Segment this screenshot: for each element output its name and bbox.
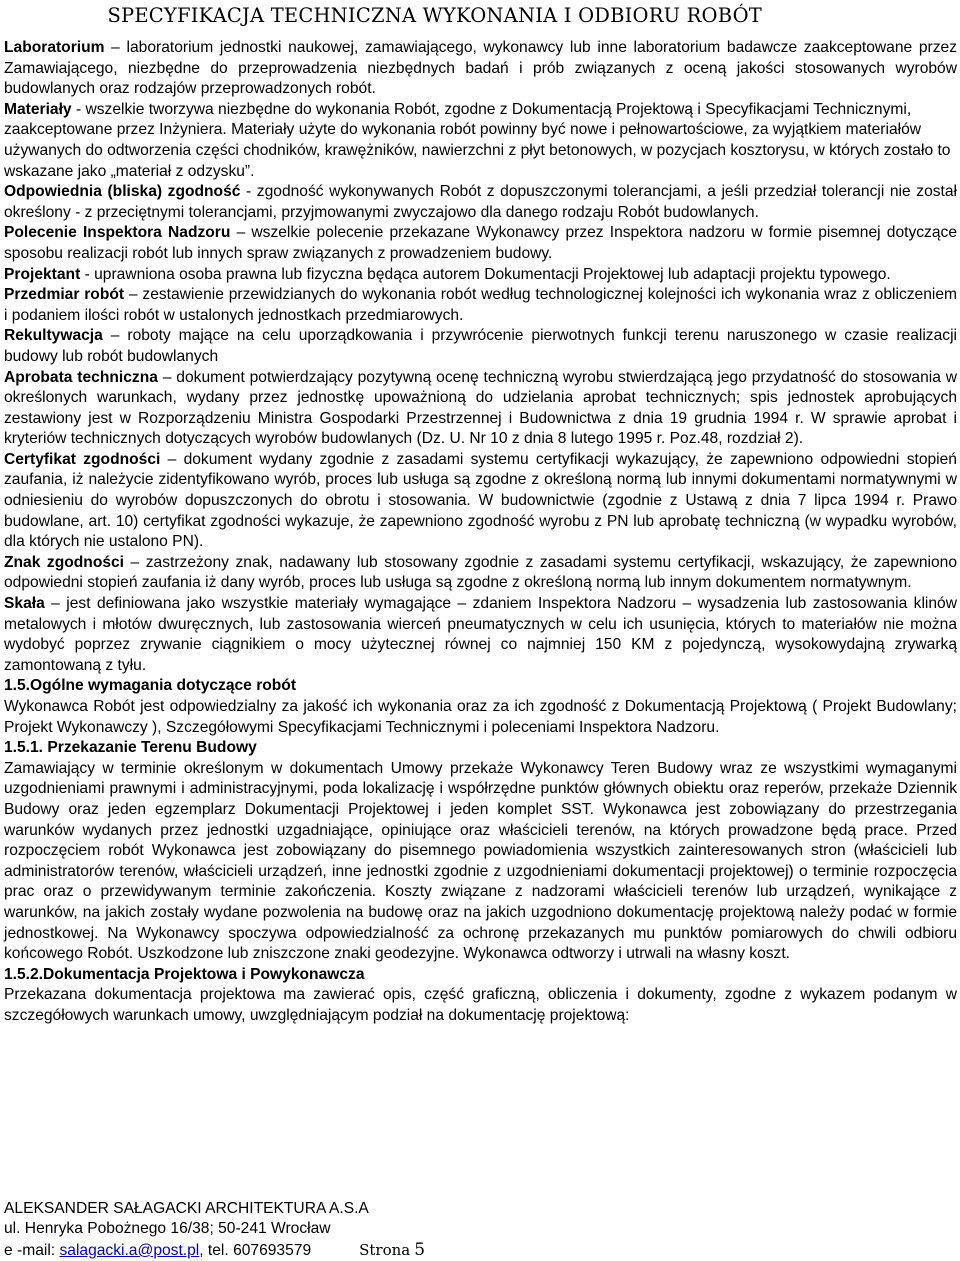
section-heading-1-5: 1.5.Ogólne wymagania dotyczące robót <box>4 677 297 695</box>
footer-contact <box>4 1240 425 1261</box>
page-header <box>0 2 960 32</box>
definition-text: – laboratorium jednostki naukowej, zamawiającego, wykonawcy lub inne laboratorium badawcze zaakceptowane przez Zamawiającego, niezbędne do przeprowadzenia niezbędnych badań i prób związanych z oceną jakości stosowanych wyrobów budowlanych oraz rodzajów przeprowadzonych robót. <box>4 39 957 98</box>
section-text-1-5: Wykonawca Robót jest odpowiedzialny za jakość ich wykonania oraz za ich zgodność z Dokumentacją Projektową ( Projekt Budowlany; Projekt Wykonawczy ), Szczegółowymi Specyfikacjami Technicznymi i poleceniami Inspektora Nadzoru. <box>4 698 957 736</box>
definition-text: – zastrzeżony znak, nadawany lub stosowany zgodnie z zasadami systemu certyfikacji, wskazujący, że zapewniono odpowiedni stopień zaufania iż dany wyrób, proces lub usługa są zgodne z określoną normą lub innym dokumentem normatywnym. <box>4 553 957 592</box>
section-heading-1-5-2: 1.5.2.Dokumentacja Projektowa i Powykonawcza <box>4 965 365 983</box>
definition-text: – wszelkie polecenie przekazane Wykonawcy przez Inspektora nadzoru w formie pisemnej dotyczące sposobu realizacji robót lub innych spraw związanych z prowadzeniem budowy. <box>4 224 957 262</box>
definition-text: - uprawniona osoba prawna lub fizyczna będąca autorem Dokumentacji Projektowej lub adaptacji projektu typowego. <box>80 265 891 283</box>
definition-text: - wszelkie tworzywa niezbędne do wykonania Robót, zgodne z Dokumentacją Projektową i Specyfikacjami Technicznymi, zaakceptowane przez Inżyniera. Materiały użyte do wykonania robót powinny być nowe i pełnowartościowe, za wyjątkiem materiałów używanych do odtworzenia części chodników, krawężników, nawierzchni z płyt betonowych, w pozycjach kosztorysu, w których zostało to wskazane jako „materiał z odzysku”. <box>4 100 951 180</box>
definition-text: – zestawienie przewidzianych do wykonania robót według technologicznej kolejności ich wykonania wraz z obliczeniem i podaniem ilości robót w ustalonych jednostkach przedmiarowych. <box>4 286 958 324</box>
term: Przedmiar robót <box>4 286 125 304</box>
term: Znak zgodności <box>4 553 125 571</box>
definition-text: – dokument wydany zgodnie z zasadami systemu certyfikacji wykazujący, że zapewniono odpowiedni stopień zaufania, iż należycie zidentyfikowano wyrób, proces lub usługa są zgodne z określoną normą lub innymi dokumentami normatywnymi w odniesieniu do wyrobów dopuszczonych do obrotu i stosowania. W budownictwie (zgodnie z Ustawą z dnia 7 lipca 1994 r. Prawo budowlane, art. 10) certyfikat zgodności wykazuje, że zapewniono zgodność wyrobu z PN lub aprobatę techniczną (w wypadku wyrobów, dla których nie ustalono PN). <box>4 450 957 551</box>
definition-laboratorium <box>4 38 957 100</box>
definition-znak <box>4 553 957 594</box>
term: Odpowiednia (bliska) zgodność <box>4 183 241 201</box>
footer-email-label: e -mail: <box>4 1241 60 1259</box>
definition-zgodnosc <box>4 182 957 223</box>
definition-certyfikat <box>4 450 957 553</box>
definition-text: – jest definiowana jako wszystkie materiały wymagające – zdaniem Inspektora Nadzoru – wysadzenia lub zastosowania klinów metalowych i młotów dwuręcznych, lub zastosowania wierceń pneumatycznych w celu ich usunięcia, których to materiałów nie można wydobyć poprzez zrywanie ciągnikiem o mocy użytecznej równej co najmniej 150 KM z pojedynczą, wysokowydajną zrywarką zamontowaną z tyłu. <box>4 595 957 674</box>
section-text-1-5-2: Przekazana dokumentacja projektowa ma zawierać opis, część graficzną, obliczenia i dokumenty, zgodne z wykazem podanym w szczegółowych warunkach umowy, uwzględniającym podział na dokumentację projektową: <box>4 986 957 1024</box>
page-label: Strona <box>359 1240 411 1259</box>
term: Rekultywacja <box>4 327 103 345</box>
term: Certyfikat zgodności <box>4 450 161 468</box>
term: Polecenie Inspektora Nadzoru <box>4 224 231 242</box>
definition-polecenie <box>4 223 957 264</box>
section-heading-1-5-1: 1.5.1. Przekazanie Terenu Budowy <box>4 739 257 757</box>
term: Skała <box>4 595 45 613</box>
definition-przedmiar <box>4 285 957 326</box>
footer-company: ALEKSANDER SAŁAGACKI ARCHITEKTURA A.S.A <box>4 1200 369 1217</box>
section-text-1-5-1: Zamawiający w terminie określonym w dokumentach Umowy przekaże Wykonawcy Teren Budowy wraz ze wszystkimi wymaganymi uzgodnieniami prawnymi i administracyjnymi, poda lokalizację i współrzędne punktów głównych obiektu oraz reperów, przekaże Dziennik Budowy oraz jeden egzemplarz Dokumentacji Projektowej i jeden komplet SST. Wykonawca jest zobowiązany do przestrzegania warunków wydanych przez jednostki uzgadniające, opiniujące oraz właścicieli terenów, na których prowadzone będą prace. Przed rozpoczęciem robót Wykonawca jest zobowiązany do pisemnego powiadomienia wszystkich zainteresowanych stron (właścicieli lub administratorów terenów, właścicieli urządzeń, inne jednostki zgodnie z uzgodnieniami dokumentacji projektowej) o terminie rozpoczęcia prac oraz o przewidywanym terminie zakończenia. Koszty związane z nadzorami właścicieli terenów lub urządzeń, wynikające z warunków, na jakich zostały wydane pozwolenia na budowę oraz na jakich uzgodniono dokumentację projektową należy podać w formie jednostkowej. Na Wykonawcy spoczywa odpowiedzialność za ochronę przekazanych mu punktów pomiarowych do chwili odbioru końcowego Robót. Uszkodzone lub zniszczone znaki geodezyjne. Wykonawca odtworzy i utrwali na własny koszt. <box>4 759 957 963</box>
definition-skala <box>4 594 957 676</box>
term: Aprobata techniczna <box>4 368 158 386</box>
definition-rekultywacja <box>4 326 957 367</box>
document-body <box>4 38 957 1027</box>
footer-address: ul. Henryka Pobożnego 16/38; 50-241 Wrocław <box>4 1220 331 1238</box>
definition-text: – roboty mające na celu uporządkowania i przywrócenie pierwotnych funkcji terenu naruszonego w czasie realizacji budowy lub robót budowlanych <box>4 327 957 365</box>
definition-text: - zgodność wykonywanych Robót z dopuszczonymi tolerancjami, a jeśli przedział tolerancji nie został określony - z przeciętnymi tolerancjami, przyjmowanymi zwyczajowo dla danego rodzaju Robót budowlanych. <box>4 183 958 221</box>
footer-phone: , tel. 607693579 <box>199 1241 312 1259</box>
footer-email-link[interactable]: salagacki.a@post.pl <box>59 1241 200 1259</box>
header-title: SPECYFIKACJA TECHNICZNA WYKONANIA I ODBIORU ROBÓT <box>107 4 762 27</box>
page-footer <box>4 1199 425 1261</box>
term: Laboratorium <box>4 39 105 56</box>
definition-projektant <box>4 265 957 286</box>
definition-aprobata <box>4 368 957 450</box>
definition-materialy <box>4 100 957 182</box>
definition-text: – dokument potwierdzający pozytywną ocenę techniczną wyrobu stwierdzającą jego przydatność do stosowania w określonych warunkach, wydany przez jednostkę upoważnioną do udzielania aprobat technicznych; spis jednostek aprobujących zestawiony jest w Rozporządzeniu Ministra Gospodarki Przestrzennej i Budownictwa z dnia 19 grudnia 1994 r. W sprawie aprobat i kryteriów technicznych dotyczących wyrobów budowlanych (Dz. U. Nr 10 z dnia 8 lutego 1995 r. Poz.48, rozdział 2). <box>4 368 957 448</box>
term: Projektant <box>4 265 81 283</box>
page-number: 5 <box>414 1239 426 1260</box>
term: Materiały <box>4 100 72 118</box>
